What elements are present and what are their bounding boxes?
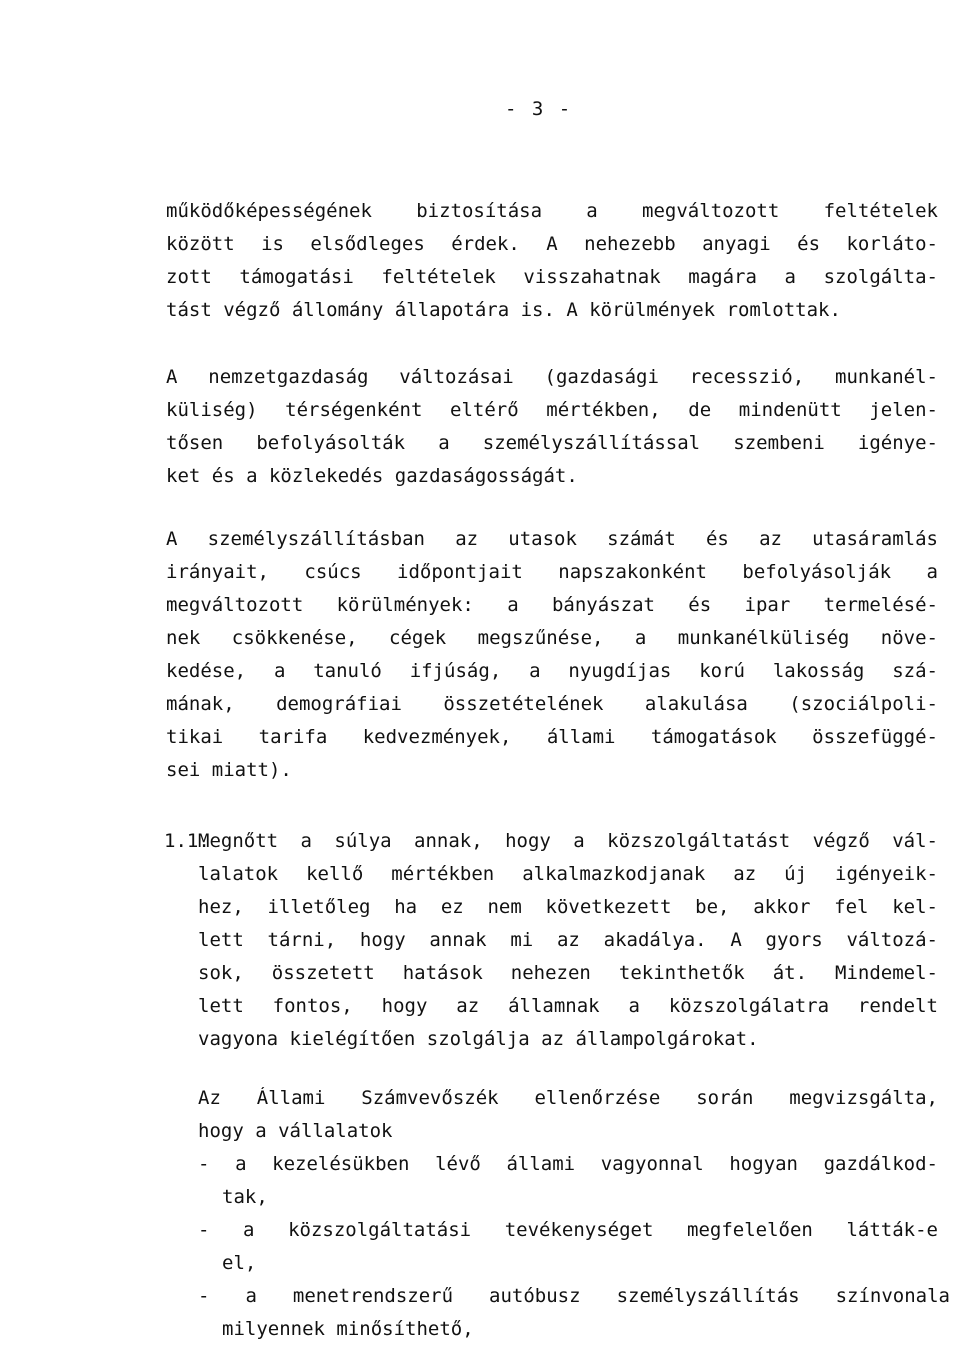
text-line: működőképességének biztosítása a megváltozott feltételek [166,200,938,222]
list-item-continuation: milyennek minősíthető, [222,1318,474,1340]
text-line: A nemzetgazdaság változásai (gazdasági recesszió, munkanél- [166,366,938,388]
text-line: vagyona kielégítően szolgálja az állampolgárokat. [198,1028,759,1050]
text-line: lalatok kellő mértékben alkalmazkodjanak az új igényeik- [198,863,938,885]
text-line: A személyszállításban az utasok számát és az utasáramlás [166,528,938,550]
list-item-continuation: el, [222,1252,257,1274]
text-line: ket és a közlekedés gazdaságosságát. [166,465,578,487]
list-item-first-line: - a közszolgáltatási tevékenységet megfelelően látták-e [198,1219,938,1241]
text-line: Az Állami Számvevőszék ellenőrzése során megvizsgálta, [198,1087,938,1109]
text-line: mának, demográfiai összetételének alakulása (szociálpoli- [166,693,938,715]
text-line: hez, illetőleg ha ez nem következett be, akkor fel kel- [198,896,938,918]
text-line: lett tárni, hogy annak mi az akadálya. A gyors változá- [198,929,938,951]
text-line: Megnőtt a súlya annak, hogy a közszolgáltatást végző vál- [198,830,938,852]
text-line: tikai tarifa kedvezmények, állami támogatások összefüggé- [166,726,938,748]
list-item-continuation: tak, [222,1186,268,1208]
text-line: sei miatt). [166,759,292,781]
text-line: között is elsődleges érdek. A nehezebb anyagi és korláto- [166,233,938,255]
text-line: megváltozott körülmények: a bányászat és ipar termelésé- [166,594,938,616]
text-line: nek csökkenése, cégek megszűnése, a munkanélküliség növe- [166,627,938,649]
text-line: tást végző állomány állapotára is. A körülmények romlottak. [166,299,841,321]
text-line: tősen befolyásolták a személyszállítással szembeni igénye- [166,432,938,454]
section-number: 1.1. [164,830,210,852]
text-line: lett fontos, hogy az államnak a közszolgálatra rendelt [198,995,938,1017]
text-line: küliség) térségenként eltérő mértékben, de mindenütt jelen- [166,399,938,421]
text-line: zott támogatási feltételek visszahatnak magára a szolgálta- [166,266,938,288]
list-item-first-line: - a menetrendszerű autóbusz személyszállítás színvonala [198,1285,950,1307]
text-line: irányait, csúcs időpontjait napszakonként befolyásolják a [166,561,938,583]
list-item-first-line: - a kezelésükben lévő állami vagyonnal hogyan gazdálkod- [198,1153,938,1175]
text-line: hogy a vállalatok [198,1120,393,1142]
page-number: - 3 - [505,98,573,120]
text-line: kedése, a tanuló ifjúság, a nyugdíjas korú lakosság szá- [166,660,938,682]
text-line: sok, összetett hatások nehezen tekinthetők át. Mindemel- [198,962,938,984]
